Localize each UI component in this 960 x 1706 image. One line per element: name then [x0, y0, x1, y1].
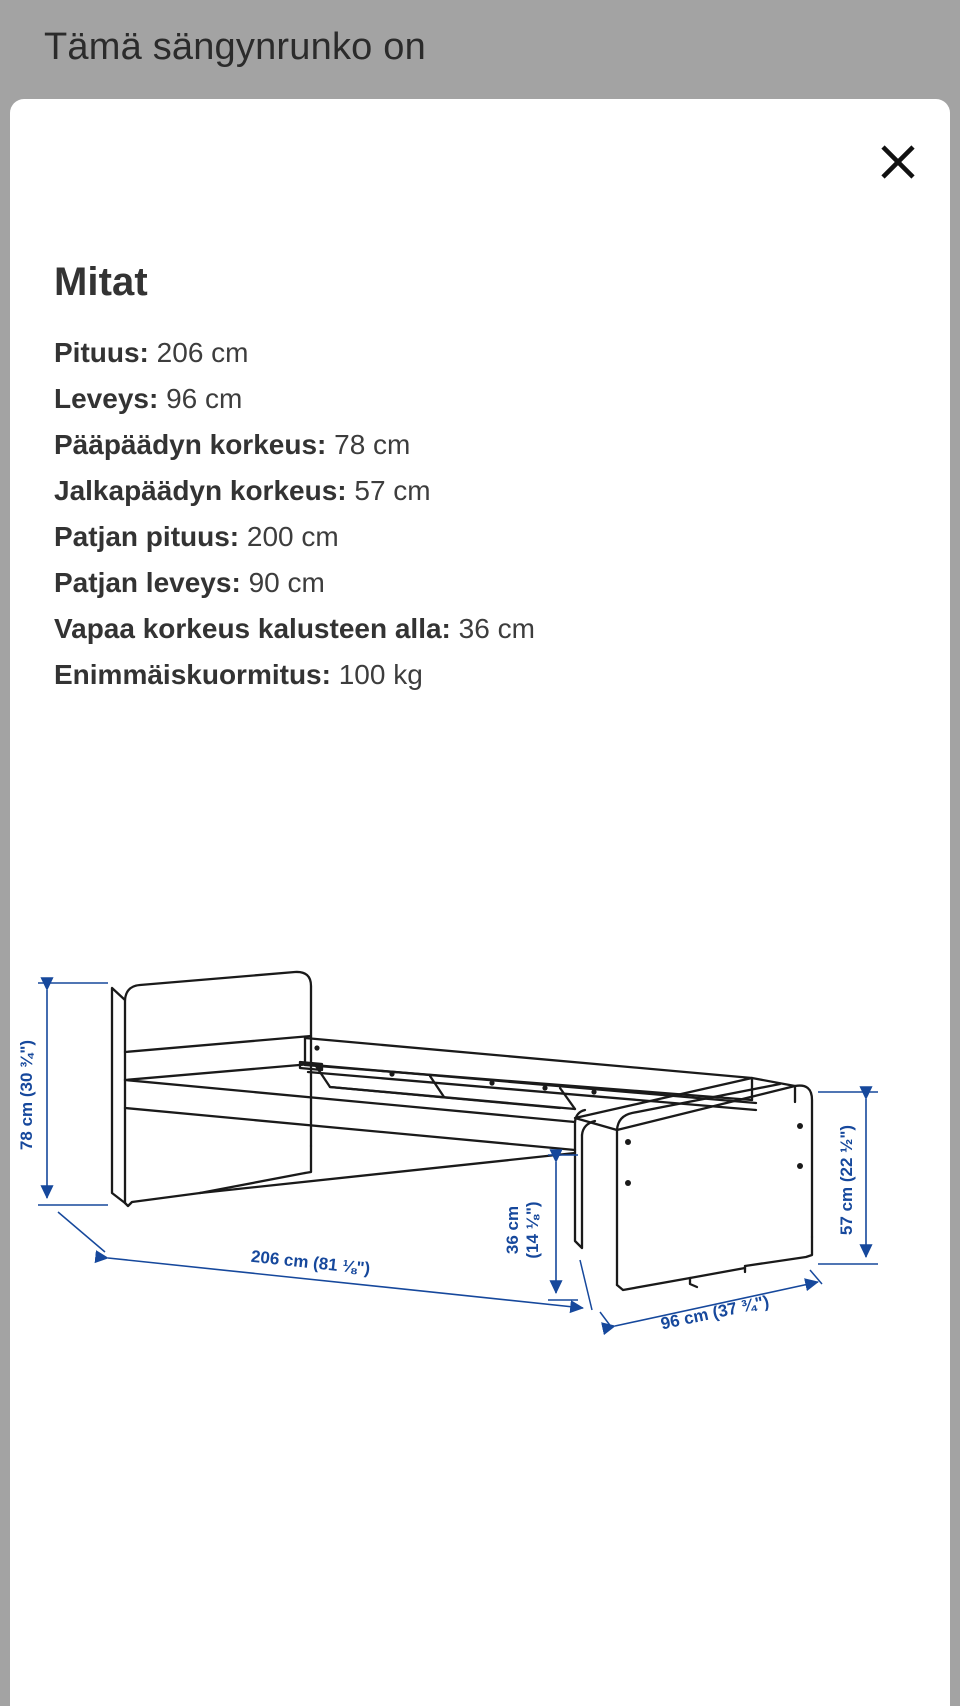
spec-value: 206 cm: [156, 337, 249, 368]
backdrop-heading: Tämä sängynrunko on: [44, 26, 426, 68]
spec-label: Patjan leveys:: [54, 567, 241, 598]
spec-row: [54, 560, 874, 606]
close-icon: [876, 140, 920, 184]
spec-label: Enimmäiskuormitus:: [54, 659, 331, 690]
spec-value: 100 kg: [338, 659, 423, 690]
spec-value: 57 cm: [354, 475, 431, 506]
dimension-label-clearance-line1: 36 cm: [503, 1205, 522, 1255]
dimension-label-foot-height: 57 cm (22 ½"): [837, 1124, 856, 1236]
spec-row: [54, 468, 874, 514]
close-button[interactable]: [869, 133, 927, 191]
spec-value: 200 cm: [246, 521, 339, 552]
spec-value: 96 cm: [166, 383, 243, 414]
spec-row: [54, 606, 874, 652]
spec-value: 78 cm: [334, 429, 411, 460]
spec-label: Patjan pituus:: [54, 521, 240, 552]
spec-row: [54, 376, 874, 422]
dimension-label-length: 206 cm (81 ⅛"): [250, 1246, 372, 1279]
spec-label: Jalkapäädyn korkeus:: [54, 475, 347, 506]
dimension-label-clearance-line2: (14 ⅛"): [523, 1201, 542, 1259]
spec-row: [54, 330, 874, 376]
spec-value: 36 cm: [458, 613, 535, 644]
specifications-list: [54, 330, 874, 698]
spec-label: Pääpäädyn korkeus:: [54, 429, 327, 460]
spec-row: [54, 422, 874, 468]
spec-label: Pituus:: [54, 337, 149, 368]
spec-row: [54, 514, 874, 560]
spec-label: Vapaa korkeus kalusteen alla:: [54, 613, 451, 644]
spec-value: 90 cm: [248, 567, 325, 598]
spec-row: [54, 652, 874, 698]
dimension-label-width: 96 cm (37 ¾"): [659, 1291, 771, 1334]
dimension-drawing: [0, 940, 960, 1370]
page-title: Mitat: [54, 259, 148, 304]
spec-label: Leveys:: [54, 383, 159, 414]
dimension-label-head-height: 78 cm (30 ¾"): [17, 1039, 36, 1151]
